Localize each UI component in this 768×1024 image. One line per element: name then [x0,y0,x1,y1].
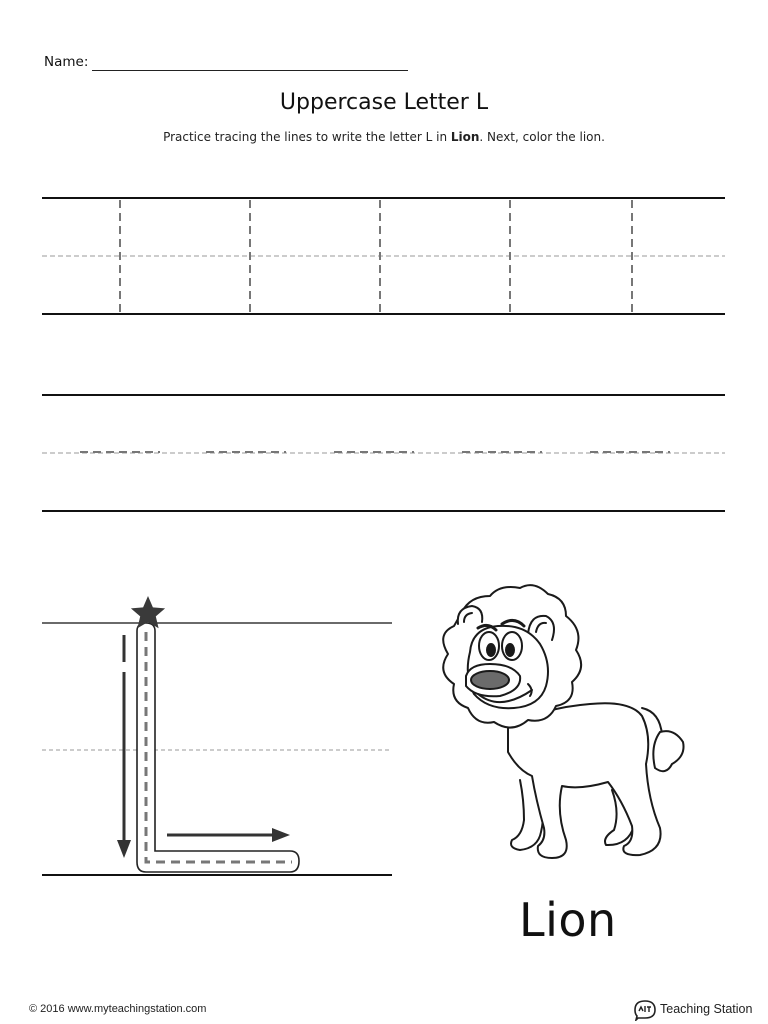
practice-row-1[interactable] [42,198,725,314]
instructions-before: Practice tracing the lines to write the letter L in [163,130,451,144]
copyright-text: © 2016 www.myteachingstation.com [29,1003,207,1015]
example-letter-l [42,596,392,875]
name-label: Name: [44,54,89,70]
instructions-bold-word: Lion [450,130,480,144]
teaching-station-logo-icon [632,997,658,1021]
lion-icon[interactable] [443,585,683,858]
brand-name: Teaching Station [660,1002,753,1016]
arrow-down-icon [117,635,131,858]
lion-word: Lion [519,893,617,947]
letter-l-trace-path [146,632,292,862]
page-title: Uppercase Letter L [279,90,489,115]
instructions-after: . Next, color the lion. [479,130,605,144]
brand-logo[interactable] [632,997,758,1021]
practice-row-2[interactable] [42,395,725,511]
arrow-right-icon [167,828,290,842]
